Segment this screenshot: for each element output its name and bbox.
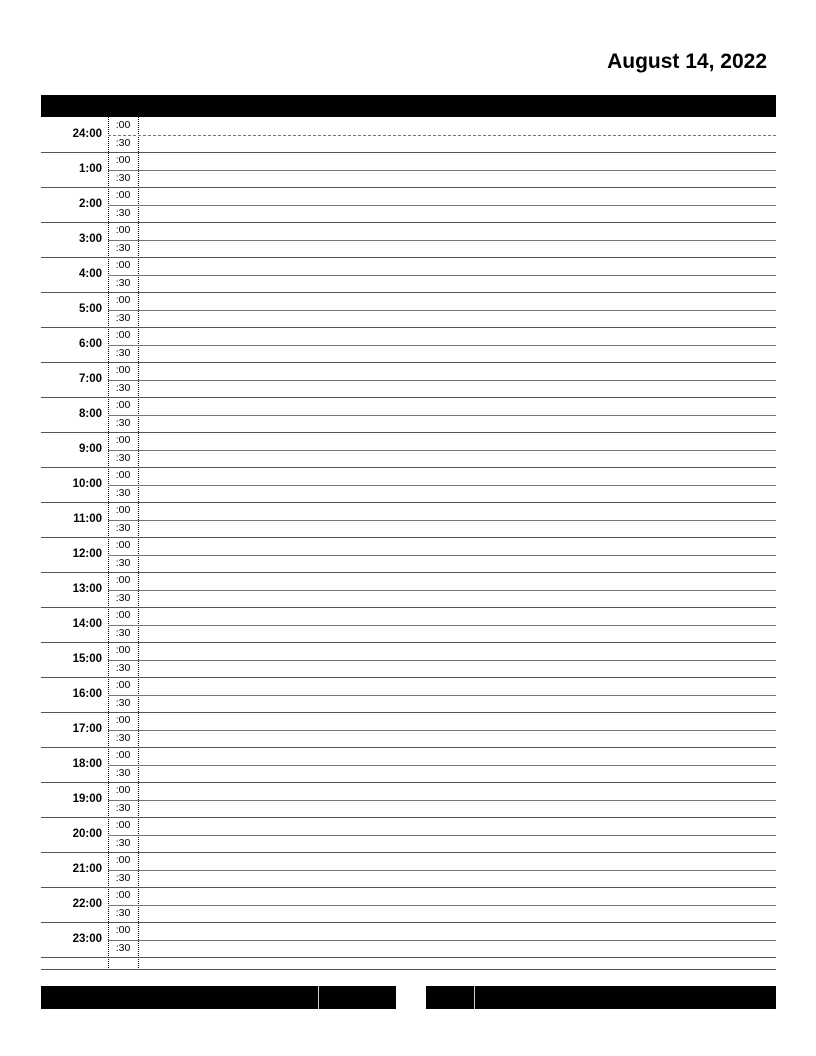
minute-label-00: :00 <box>115 539 131 551</box>
hour-label: 22:00 <box>72 898 102 910</box>
minute-label-00: :00 <box>115 889 131 901</box>
hour-separator <box>41 957 776 958</box>
footer-box-left-divider <box>318 986 319 1009</box>
minute-label-30: :30 <box>115 731 131 744</box>
half-hour-separator <box>108 415 776 416</box>
minute-label-30: :30 <box>115 696 131 709</box>
half-hour-separator <box>108 555 776 556</box>
hour-label: 7:00 <box>78 373 102 385</box>
minute-label-00: :00 <box>115 399 131 411</box>
half-hour-separator <box>108 870 776 871</box>
half-hour-separator <box>108 835 776 836</box>
date-title: August 14, 2022 <box>607 50 767 73</box>
minute-label-00: :00 <box>115 784 131 796</box>
minute-label-00: :00 <box>115 119 131 131</box>
minute-label-00: :00 <box>115 434 131 446</box>
minute-label-30: :30 <box>115 836 131 849</box>
minute-label-30: :30 <box>115 486 131 499</box>
half-hour-separator <box>108 310 776 311</box>
hour-label: 9:00 <box>78 443 102 455</box>
hour-label: 23:00 <box>72 933 102 945</box>
minute-label-00: :00 <box>115 294 131 306</box>
minute-label-00: :00 <box>115 259 131 271</box>
minute-label-30: :30 <box>115 346 131 359</box>
half-hour-separator <box>108 940 776 941</box>
half-hour-separator <box>108 730 776 731</box>
minute-label-30: :30 <box>115 416 131 429</box>
hour-label: 11:00 <box>73 513 102 525</box>
schedule-grid <box>41 117 776 970</box>
half-hour-separator <box>108 765 776 766</box>
hour-label: 19:00 <box>72 793 102 805</box>
hour-label: 10:00 <box>72 478 102 490</box>
half-hour-separator <box>108 800 776 801</box>
minute-label-00: :00 <box>115 854 131 866</box>
hour-label: 1:00 <box>78 163 102 175</box>
hour-label: 5:00 <box>78 303 102 315</box>
minute-label-30: :30 <box>115 136 131 149</box>
minute-label-00: :00 <box>115 644 131 656</box>
half-hour-separator <box>108 380 776 381</box>
minute-label-30: :30 <box>115 206 131 219</box>
hour-label: 8:00 <box>78 408 102 420</box>
minute-label-00: :00 <box>115 819 131 831</box>
hour-label: 21:00 <box>72 863 102 875</box>
half-hour-separator <box>108 695 776 696</box>
minute-label-30: :30 <box>115 556 131 569</box>
minute-label-00: :00 <box>115 714 131 726</box>
minute-label-30: :30 <box>115 661 131 674</box>
minute-label-30: :30 <box>115 626 131 639</box>
minute-label-30: :30 <box>115 521 131 534</box>
minute-label-00: :00 <box>115 469 131 481</box>
header-bar <box>41 95 776 117</box>
hour-label: 17:00 <box>72 723 102 735</box>
minute-label-30: :30 <box>115 451 131 464</box>
footer-box-right-divider <box>474 986 475 1009</box>
hour-label: 6:00 <box>78 338 102 350</box>
half-hour-separator <box>108 275 776 276</box>
minute-label-30: :30 <box>115 766 131 779</box>
minute-label-00: :00 <box>115 329 131 341</box>
minute-label-30: :30 <box>115 871 131 884</box>
hour-label: 24:00 <box>72 128 102 140</box>
minute-label-30: :30 <box>115 906 131 919</box>
half-hour-separator <box>108 240 776 241</box>
hour-label: 16:00 <box>72 688 102 700</box>
footer-box-right-main <box>426 986 776 1009</box>
half-hour-separator <box>108 520 776 521</box>
minute-label-00: :00 <box>115 609 131 621</box>
half-hour-separator <box>108 170 776 171</box>
minute-label-00: :00 <box>115 154 131 166</box>
hour-label: 15:00 <box>72 653 102 665</box>
half-hour-separator <box>108 135 776 136</box>
half-hour-separator <box>108 590 776 591</box>
minute-label-30: :30 <box>115 311 131 324</box>
hour-label: 13:00 <box>72 583 102 595</box>
minute-label-00: :00 <box>115 189 131 201</box>
minute-label-30: :30 <box>115 381 131 394</box>
hour-label: 2:00 <box>78 198 102 210</box>
minute-label-00: :00 <box>115 574 131 586</box>
minute-label-00: :00 <box>115 749 131 761</box>
hour-label: 12:00 <box>72 548 102 560</box>
minute-label-00: :00 <box>115 504 131 516</box>
minute-label-30: :30 <box>115 241 131 254</box>
hour-label: 18:00 <box>72 758 102 770</box>
minute-label-30: :30 <box>115 801 131 814</box>
hour-label: 4:00 <box>78 268 102 280</box>
half-hour-separator <box>108 345 776 346</box>
minute-label-00: :00 <box>115 364 131 376</box>
half-hour-separator <box>108 660 776 661</box>
half-hour-separator <box>108 205 776 206</box>
minute-label-30: :30 <box>115 941 131 954</box>
minute-label-30: :30 <box>115 276 131 289</box>
half-hour-separator <box>108 485 776 486</box>
footer-box-left-main <box>41 986 396 1009</box>
hour-label: 3:00 <box>78 233 102 245</box>
hour-label: 14:00 <box>72 618 102 630</box>
minute-label-00: :00 <box>115 679 131 691</box>
minute-label-30: :30 <box>115 171 131 184</box>
minute-label-00: :00 <box>115 924 131 936</box>
schedule-bottom-line <box>41 969 776 970</box>
hour-label: 20:00 <box>72 828 102 840</box>
minute-label-00: :00 <box>115 224 131 236</box>
minute-label-30: :30 <box>115 591 131 604</box>
half-hour-separator <box>108 625 776 626</box>
half-hour-separator <box>108 905 776 906</box>
half-hour-separator <box>108 450 776 451</box>
